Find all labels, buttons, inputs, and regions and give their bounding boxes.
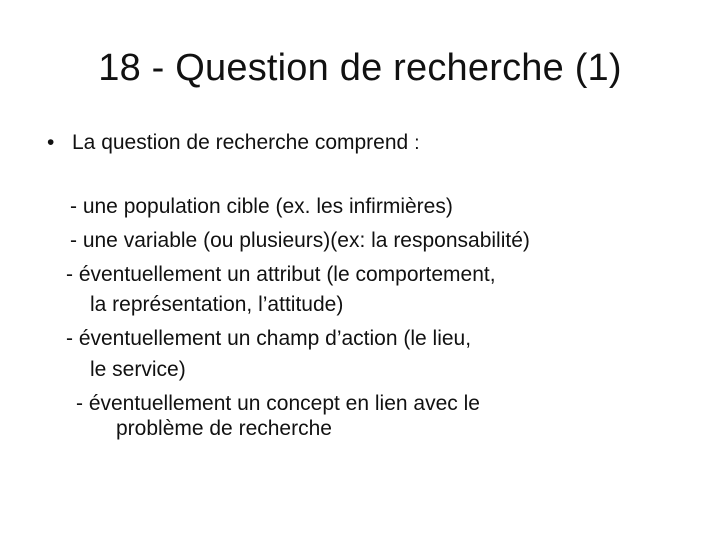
sub-item-population: - une population cible (ex. les infirmières) [70,195,453,218]
sub-item-champ-cont: le service) [90,358,186,381]
main-bullet [47,128,420,159]
bullet-colon: : [414,133,420,154]
sub-item-concept: - éventuellement un concept en lien avec le [76,392,480,415]
sub-item-attribut-cont: la représentation, l’attitude) [90,293,344,316]
bullet-text: La question de recherche comprend [72,131,409,154]
sub-item-variable: - une variable (ou plusieurs)(ex: la responsabilité) [70,229,530,252]
sub-item-concept-cont: problème de recherche [116,417,332,440]
slide-title: 18 - Question de recherche (1) [98,47,622,89]
sub-item-attribut: - éventuellement un attribut (le comportement, [66,263,496,286]
sub-item-champ: - éventuellement un champ d’action (le lieu, [66,327,472,350]
bullet-icon: • [47,131,55,154]
